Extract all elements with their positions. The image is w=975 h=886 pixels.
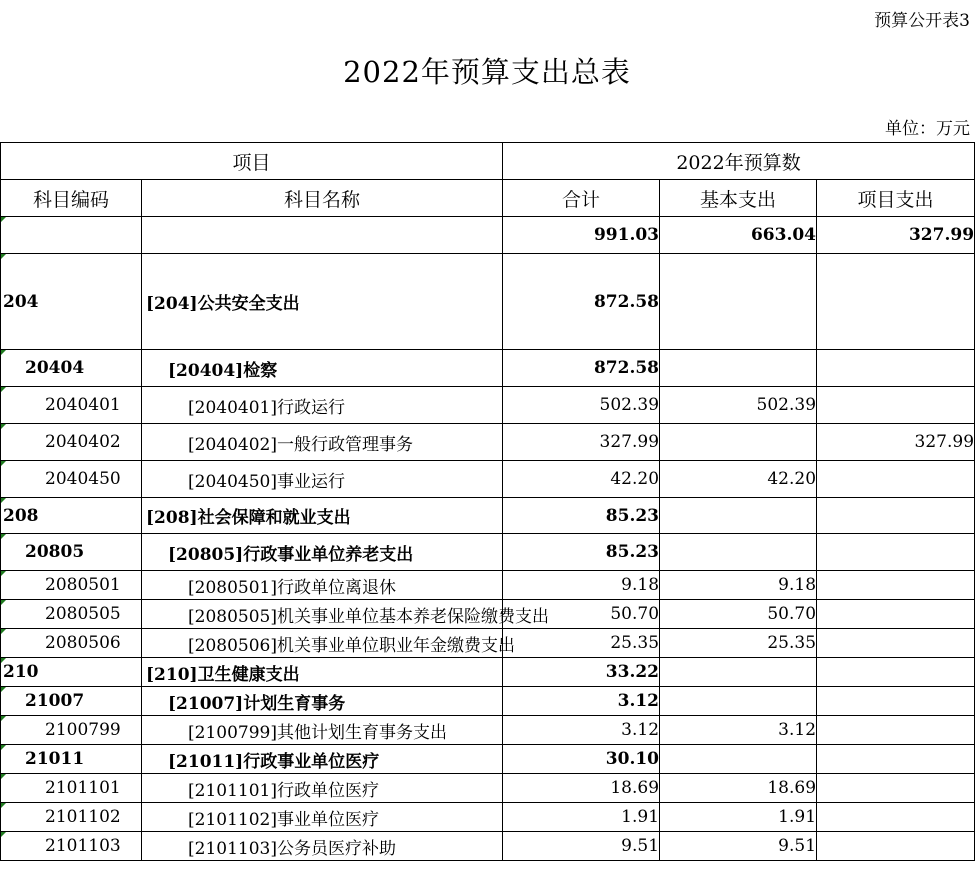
cell-project [817,571,975,600]
cell-name: [2040401]行政运行 [142,387,503,424]
table-row [1,254,975,350]
cell-name [142,217,503,254]
cell-name: [2101102]事业单位医疗 [142,803,503,832]
cell-project [817,832,975,861]
page-title: 2022年预算支出总表 [343,55,631,89]
table-row [1,600,975,629]
cell-total: 502.39 [503,387,660,424]
cell-project [817,600,975,629]
cell-project [817,350,975,387]
table-row [1,774,975,803]
cell-code: 204 [1,254,142,350]
cell-name: [204]公共安全支出 [142,254,503,350]
cell-total: 872.58 [503,254,660,350]
cell-project [817,774,975,803]
cell-basic [660,534,817,571]
cell-code: 21007 [1,687,142,716]
cell-total: 9.51 [503,832,660,861]
cell-code: 2040401 [1,387,142,424]
table-row [1,571,975,600]
cell-code: 2040402 [1,424,142,461]
cell-basic [660,350,817,387]
cell-total: 85.23 [503,534,660,571]
cell-code: 20805 [1,534,142,571]
cell-total: 3.12 [503,716,660,745]
cell-name: [2101101]行政单位医疗 [142,774,503,803]
cell-project [817,745,975,774]
cell-name: [21007]计划生育事务 [142,687,503,716]
cell-total: 1.91 [503,803,660,832]
cell-basic [660,687,817,716]
cell-total: 25.35 [503,629,660,658]
cell-basic: 1.91 [660,803,817,832]
cell-basic [660,424,817,461]
cell-code: 208 [1,498,142,534]
cell-total: 991.03 [503,217,660,254]
cell-total: 327.99 [503,424,660,461]
cell-basic [660,254,817,350]
table-row [1,832,975,861]
table-row [1,629,975,658]
header-row-2 [1,180,975,217]
cell-code [1,217,142,254]
table-number-label: 预算公开表3 [874,11,970,31]
table-row-total [1,217,975,254]
budget-table [0,142,975,861]
cell-code: 2080505 [1,600,142,629]
table-row [1,350,975,387]
cell-basic: 3.12 [660,716,817,745]
header-basic: 基本支出 [660,180,817,217]
cell-code: 210 [1,658,142,687]
cell-code: 21011 [1,745,142,774]
header-project: 项目 [1,143,503,180]
table-row [1,534,975,571]
cell-basic: 9.51 [660,832,817,861]
cell-total: 85.23 [503,498,660,534]
cell-project: 327.99 [817,424,975,461]
cell-basic: 42.20 [660,461,817,498]
header-total: 合计 [503,180,660,217]
table-row [1,424,975,461]
cell-project [817,387,975,424]
cell-code: 2101103 [1,832,142,861]
cell-name: [2080501]行政单位离退休 [142,571,503,600]
cell-code: 2040450 [1,461,142,498]
cell-code: 2101101 [1,774,142,803]
cell-basic: 50.70 [660,600,817,629]
table-row [1,716,975,745]
cell-name: [21011]行政事业单位医疗 [142,745,503,774]
cell-basic: 25.35 [660,629,817,658]
header-row-1 [1,143,975,180]
cell-name: [210]卫生健康支出 [142,658,503,687]
cell-total: 50.70 [503,600,660,629]
table-row [1,745,975,774]
cell-project: 327.99 [817,217,975,254]
cell-total: 33.22 [503,658,660,687]
cell-project [817,803,975,832]
cell-project [817,498,975,534]
cell-basic [660,498,817,534]
table-row [1,387,975,424]
header-project-expense: 项目支出 [817,180,975,217]
cell-total: 9.18 [503,571,660,600]
cell-basic: 9.18 [660,571,817,600]
cell-basic: 502.39 [660,387,817,424]
cell-name: [2040402]一般行政管理事务 [142,424,503,461]
cell-code: 20404 [1,350,142,387]
header-name: 科目名称 [142,180,503,217]
unit-label: 单位：万元 [885,119,970,139]
cell-project [817,629,975,658]
cell-total: 42.20 [503,461,660,498]
cell-code: 2100799 [1,716,142,745]
header-code: 科目编码 [1,180,142,217]
table-row [1,658,975,687]
table-row [1,498,975,534]
cell-name: [20805]行政事业单位养老支出 [142,534,503,571]
cell-project [817,534,975,571]
cell-total: 3.12 [503,687,660,716]
header-budget-year: 2022年预算数 [503,143,975,180]
cell-project [817,461,975,498]
cell-code: 2080501 [1,571,142,600]
cell-name: [2100799]其他计划生育事务支出 [142,716,503,745]
cell-total: 30.10 [503,745,660,774]
cell-basic: 18.69 [660,774,817,803]
cell-name: [20404]检察 [142,350,503,387]
cell-basic [660,745,817,774]
cell-name: [2080506]机关事业单位职业年金缴费支出 [142,629,503,658]
cell-total: 18.69 [503,774,660,803]
cell-basic: 663.04 [660,217,817,254]
cell-project [817,254,975,350]
table-row [1,687,975,716]
table-row [1,461,975,498]
cell-total: 872.58 [503,350,660,387]
cell-name: [2080505]机关事业单位基本养老保险缴费支出 [142,600,503,629]
cell-basic [660,658,817,687]
cell-project [817,716,975,745]
cell-name: [2101103]公务员医疗补助 [142,832,503,861]
cell-name: [208]社会保障和就业支出 [142,498,503,534]
cell-project [817,687,975,716]
cell-code: 2101102 [1,803,142,832]
cell-name: [2040450]事业运行 [142,461,503,498]
table-row [1,803,975,832]
cell-project [817,658,975,687]
cell-code: 2080506 [1,629,142,658]
